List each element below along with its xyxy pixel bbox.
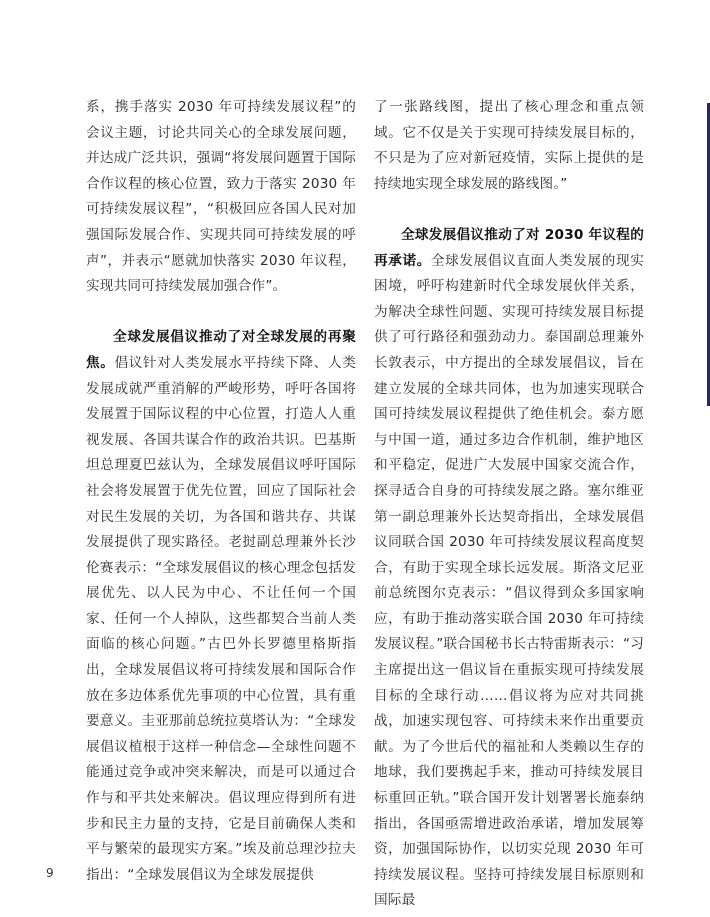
right-text-column bbox=[374, 95, 644, 914]
left-paragraph-2 bbox=[86, 325, 356, 888]
right-paragraph-2-lead: 全球发展倡议推动了对 2030 年议程的再承诺。 bbox=[374, 226, 644, 269]
right-paragraph-1: 了一张路线图，提出了核心理念和重点领域。它不仅是关于实现可持续发展目标的，不只是为了应对新冠疫情，实际上提供的是持续地实现全球发展的路线图。” bbox=[374, 99, 644, 192]
left-paragraph-2-body: 倡议针对人类发展水平持续下降、人类发展成就严重消解的严峻形势，呼吁各国将发展置于国际议程的中心位置，打造人人重视发展、各国共谋合作的政治共识。巴基斯坦总理夏巴兹认为，全球发展倡议呼吁国际社会将发展置于优先位置，回应了国际社会对民生发展的关切，为各国和谐共存、共谋发展提供了现实路径。老挝副总理兼外长沙伦赛表示：“全球发展倡议的核心理念包括发展优先、以人民为中心、不让任何一个国家、任何一个人掉队，这些都契合当前人类面临的核心问题。”古巴外长罗德里格斯指出，全球发展倡议将可持续发展和国际合作放在多边体系优先事项的中心位置，具有重要意义。圭亚那前总统拉莫塔认为：“全球发展倡议植根于这样一种信念—全球性问题不能通过竞争或冲突来解决，而是可以通过合作与和平共处来解决。倡议理应得到所有进步和民主力量的支持，它是目前确保人类和平与繁荣的最现实方案。”埃及前总理沙拉夫指出：“全球发展倡议为全球发展提供 bbox=[86, 354, 356, 883]
right-paragraph-2-body: 全球发展倡议直面人类发展的现实困境，呼吁构建新时代全球发展伙伴关系，为解决全球性问题、实现可持续发展目标提供了可行路径和强劲动力。泰国副总理兼外长敦表示，中方提出的全球发展倡议，旨在建立发展的全球共同体，也为加速实现联合国可持续发展议程提供了绝佳机会。泰方愿与中国一道，通过多边合作机制，维护地区和平稳定，促进广大发展中国家交流合作，探寻适合自身的可持续发展之路。塞尔维亚第一副总理兼外长达契奇指出，全球发展倡议同联合国 2030 年可持续发展议程高度契合，有助于实现全球长远发展。斯洛文尼亚前总统图尔克表示：“倡议得到众多国家响应，有助于推动落实联合国 2030 年可持续发展议程。”联合国秘书长古特雷斯表示：“习主席提出这一倡议旨在重振实现可持续发展目标的全球行动……倡议将为应对共同挑战，加速实现包容、可持续未来作出重要贡献。为了今世后代的福祉和人类赖以生存的地球，我们要携起手来，推动可持续发展目标重回正轨。”联合国开发计划署署长施泰纳指出，各国亟需增进政治承诺，增加发展筹资，加强国际协作，以切实兑现 2030 年可持续发展议程。坚持可持续发展目标原则和国际最 bbox=[374, 252, 644, 909]
left-paragraph-1: 系，携手落实 2030 年可持续发展议程”的会议主题，讨论共同关心的全球发展问题，并达成广泛共识，强调“将发展问题置于国际合作议程的核心位置，致力于落实 2030 年可持续发展议程”，“积极回应各国人民对加强国际发展合作、实现共同可持续发展的呼声”，并表示“愿就加快落实 2030 年议程，实现共同可持续发展加强合作”。 bbox=[86, 99, 356, 295]
left-text-column bbox=[86, 95, 356, 888]
page-number: 9 bbox=[46, 866, 54, 880]
right-paragraph-2 bbox=[374, 223, 644, 914]
left-paragraph-2-lead: 全球发展倡议推动了对全球发展的再聚焦。 bbox=[86, 329, 356, 371]
